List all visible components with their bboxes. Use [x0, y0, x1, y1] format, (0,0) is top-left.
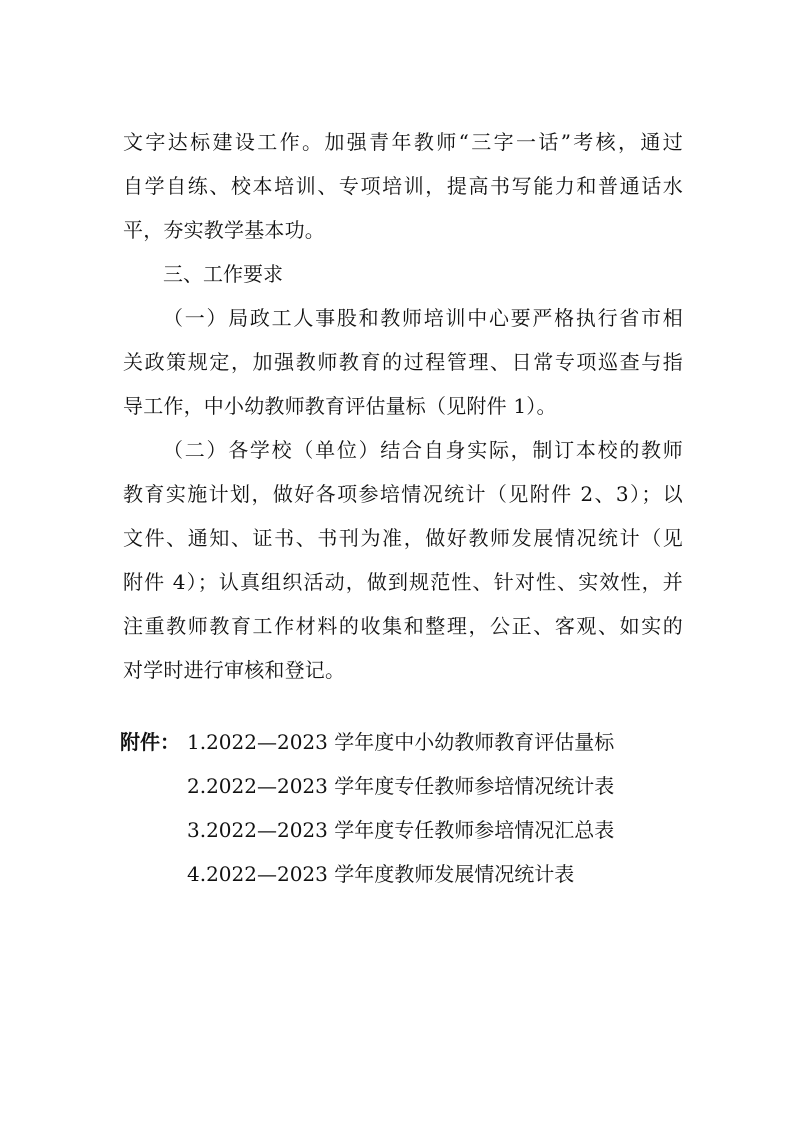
attachment-item: 1.2022—2023 学年度中小幼教师教育评估量标	[187, 730, 615, 754]
paragraph-line: 导工作，中小幼教师教育评估量标（见附件 1）。	[123, 394, 557, 418]
paragraph-line: 对学时进行审核和登记。	[123, 658, 346, 682]
attachments-label: 附件：	[120, 730, 180, 754]
paragraph-line: 注重教师教育工作材料的收集和整理，公正、客观、如实的	[123, 614, 683, 638]
paragraph-line: 关政策规定，加强教师教育的过程管理、日常专项巡查与指	[123, 350, 683, 374]
section-heading: 三、工作要求	[163, 262, 283, 286]
paragraph-line: 文件、通知、证书、书刊为准，做好教师发展情况统计（见	[123, 526, 683, 550]
attachment-item: 2.2022—2023 学年度专任教师参培情况统计表	[187, 774, 615, 798]
paragraph-line: 文字达标建设工作。加强青年教师“三字一话”考核，通过	[123, 130, 683, 154]
paragraph-line: （二）各学校（单位）结合自身实际，制订本校的教师	[163, 438, 683, 462]
attachment-item: 3.2022—2023 学年度专任教师参培情况汇总表	[187, 818, 615, 842]
paragraph-line: 附件 4）；认真组织活动，做到规范性、针对性、实效性，并	[123, 570, 683, 594]
paragraph-line: 教育实施计划，做好各项参培情况统计（见附件 2、3）；以	[123, 482, 683, 506]
paragraph-line: 自学自练、校本培训、专项培训，提高书写能力和普通话水	[123, 174, 683, 198]
paragraph-line: 平，夯实教学基本功。	[123, 218, 325, 242]
paragraph-line: （一）局政工人事股和教师培训中心要严格执行省市相	[163, 306, 683, 330]
attachment-item: 4.2022—2023 学年度教师发展情况统计表	[187, 862, 575, 886]
